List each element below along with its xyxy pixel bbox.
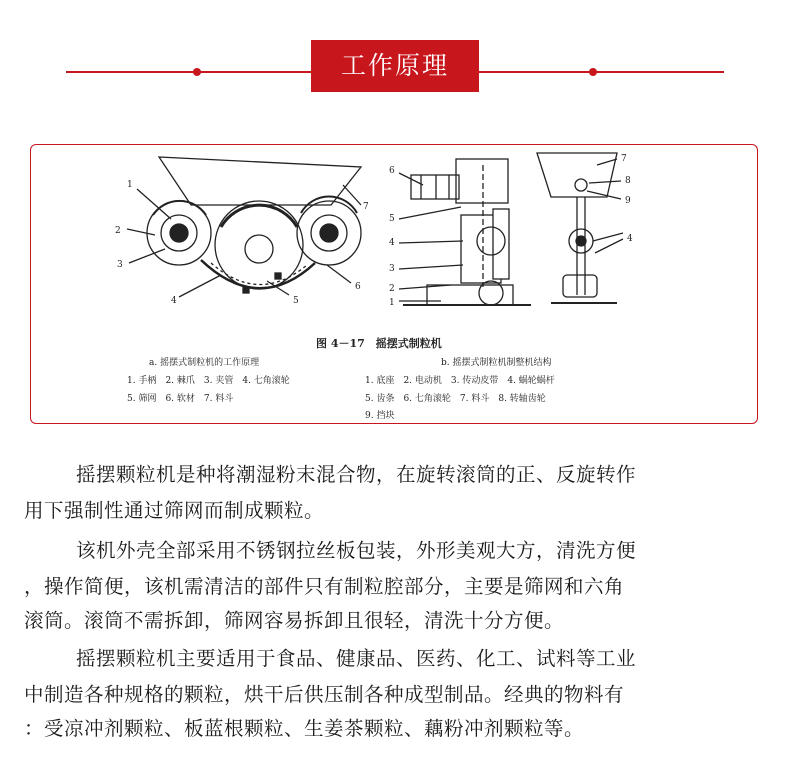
figure-title: 图 4－17 摇摆式制粒机 (316, 337, 442, 350)
label-num: 1 (389, 298, 395, 308)
paragraph-3-line-3: ：受凉冲剂颗粒、板蓝根颗粒、生姜茶颗粒、藕粉冲剂颗粒等。 (24, 717, 585, 740)
section-title: 工作原理 (311, 40, 479, 92)
label-num: 8 (625, 176, 631, 186)
label-num: 4 (627, 234, 633, 244)
paragraph-2-line-2: ，操作简便，该机需清洁的部件只有制粒腔部分，主要是筛网和六角 (24, 575, 625, 598)
paragraph-1-line-2: 用下强制性通过筛网而制成颗粒。 (24, 499, 325, 522)
label-num: 6 (389, 166, 395, 176)
motor-c (563, 275, 597, 297)
header-dot-left (193, 68, 201, 76)
label-num: 2 (115, 226, 121, 236)
frame-b-base (427, 285, 513, 305)
paragraph-3-line-2: 中制造各种规格的颗粒，烘干后供压制各种成型制品。经典的物料有 (24, 683, 625, 706)
header-line-left (66, 71, 312, 73)
legend-b-line3: 9. 挡块 (365, 411, 395, 421)
label-num: 7 (363, 202, 369, 212)
header-line-right (478, 71, 724, 73)
label-num: 7 (621, 154, 627, 164)
label-num: 4 (171, 296, 177, 306)
figure-subtitle-b: b. 摇摆式制粒机制整机结构 (441, 358, 552, 368)
label-num: 2 (389, 284, 395, 294)
label-num: 3 (389, 264, 395, 274)
label-num: 5 (293, 296, 299, 306)
label-num: 5 (389, 214, 395, 224)
frame-b-body (456, 159, 508, 203)
figure-subtitle-a: a. 摇摆式制粒机的工作原理 (149, 358, 260, 368)
hopper-c (537, 153, 617, 197)
paragraph-2-line-1: 该机外壳全部采用不锈钢拉丝板包装，外形美观大方，清洗方便 (76, 539, 637, 562)
legend-b-line1: 1. 底座 2. 电动机 3. 传动皮带 4. 蜗轮蜗杆 (365, 376, 555, 386)
paragraph-3-line-1: 摇摆颗粒机主要适用于食品、健康品、医药、化工、试料等工业 (76, 647, 637, 670)
legend-b-line2: 5. 齿条 6. 七角滚轮 7. 料斗 8. 转轴齿轮 (365, 394, 546, 404)
paragraph-2-line-3: 滚筒。滚筒不需拆卸，筛网容易拆卸且很轻，清洗十分方便。 (24, 609, 565, 632)
figure-frame (30, 144, 758, 424)
legend-a-line1: 1. 手柄 2. 棘爪 3. 夹管 4. 七角滚轮 (127, 376, 290, 386)
label-num: 1 (127, 180, 133, 190)
header-dot-right (589, 68, 597, 76)
label-num: 4 (389, 238, 395, 248)
label-num: 9 (625, 196, 631, 206)
legend-a-line2: 5. 筛网 6. 软材 7. 料斗 (127, 394, 234, 404)
center-drum (215, 201, 303, 289)
paragraph-1-line-1: 摇摆颗粒机是种将潮湿粉末混合物，在旋转滚筒的正、反旋转作 (76, 463, 637, 486)
label-num: 6 (355, 282, 361, 292)
hopper-a (159, 157, 361, 205)
label-num: 3 (117, 260, 123, 270)
